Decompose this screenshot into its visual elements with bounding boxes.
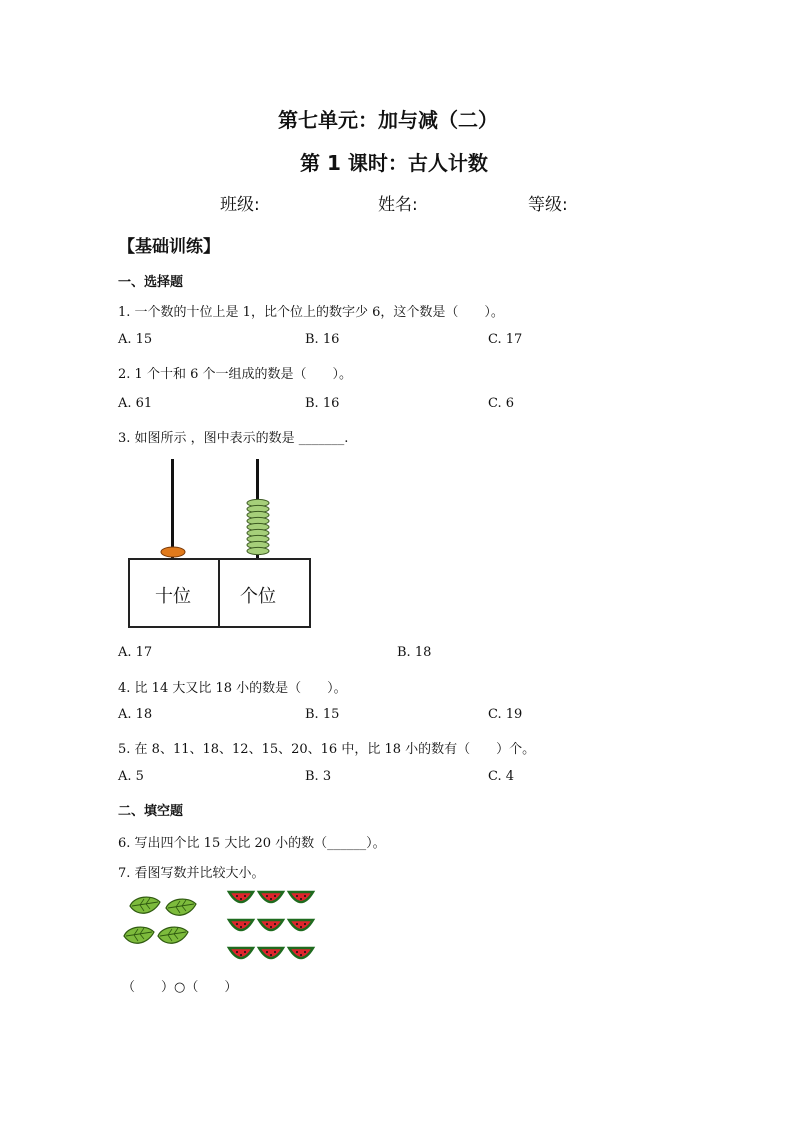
- ones-beads: [245, 498, 271, 558]
- leaf-icon: [158, 927, 188, 943]
- watermelon-icon: [289, 948, 313, 958]
- q1-option-b: B. 16: [305, 332, 340, 347]
- leaves-picture: [120, 890, 200, 956]
- watermelon-icon: [289, 892, 313, 902]
- watermelon-icon: [259, 892, 283, 902]
- question-4: 4. 比 14 大又比 18 小的数是（ ）。: [118, 681, 347, 696]
- section-title: 【基础训练】: [118, 237, 220, 257]
- watermelon-icon: [289, 920, 313, 930]
- grade-label: 等级:: [528, 195, 568, 215]
- page-title: 第七单元：加与减（二）: [278, 108, 498, 132]
- q2-option-a: A. 61: [118, 396, 153, 411]
- q3-option-b: B. 18: [397, 645, 432, 660]
- watermelon-icon: [229, 892, 253, 902]
- q4-option-c: C. 19: [488, 707, 523, 722]
- page-subtitle: 第 1 课时：古人计数: [300, 151, 488, 175]
- tens-bead: [160, 546, 186, 558]
- watermelon-picture: [226, 888, 318, 970]
- tens-label: 十位: [155, 586, 191, 607]
- leaf-icon: [124, 927, 154, 943]
- watermelon-icon: [229, 920, 253, 930]
- tens-rod: [171, 459, 174, 559]
- q7-answer-line: （ ）○（ ）: [122, 980, 238, 995]
- question-1: 1. 一个数的十位上是 1，比个位上的数字少 6，这个数是（ ）。: [118, 305, 504, 320]
- name-label: 姓名:: [378, 195, 418, 215]
- q4-option-b: B. 15: [305, 707, 340, 722]
- q3-option-a: A. 17: [118, 645, 153, 660]
- ones-label: 个位: [240, 586, 276, 607]
- question-5: 5. 在 8、11、18、12、15、20、16 中，比 18 小的数有（ ）个。: [118, 742, 536, 757]
- leaf-icon: [166, 899, 196, 915]
- q4-option-a: A. 18: [118, 707, 153, 722]
- q2-option-b: B. 16: [305, 396, 340, 411]
- q2-option-c: C. 6: [488, 396, 515, 411]
- question-6: 6. 写出四个比 15 大比 20 小的数（______）。: [118, 836, 386, 851]
- watermelon-icon: [229, 948, 253, 958]
- q5-option-b: B. 3: [305, 769, 332, 784]
- watermelon-icon: [259, 920, 283, 930]
- question-3: 3. 如图所示 ，图中表示的数是 _______.: [118, 431, 349, 446]
- class-label: 班级:: [220, 195, 260, 215]
- watermelon-icon: [259, 948, 283, 958]
- leaf-icon: [130, 897, 160, 913]
- q5-option-a: A. 5: [118, 769, 144, 784]
- question-2: 2. 1 个十和 6 个一组成的数是（ ）。: [118, 367, 352, 382]
- q1-option-c: C. 17: [488, 332, 523, 347]
- q5-option-c: C. 4: [488, 769, 515, 784]
- q1-option-a: A. 15: [118, 332, 153, 347]
- part2-title: 二、填空题: [118, 804, 184, 819]
- part1-title: 一、选择题: [118, 275, 184, 290]
- question-7: 7. 看图写数并比较大小。: [118, 866, 265, 881]
